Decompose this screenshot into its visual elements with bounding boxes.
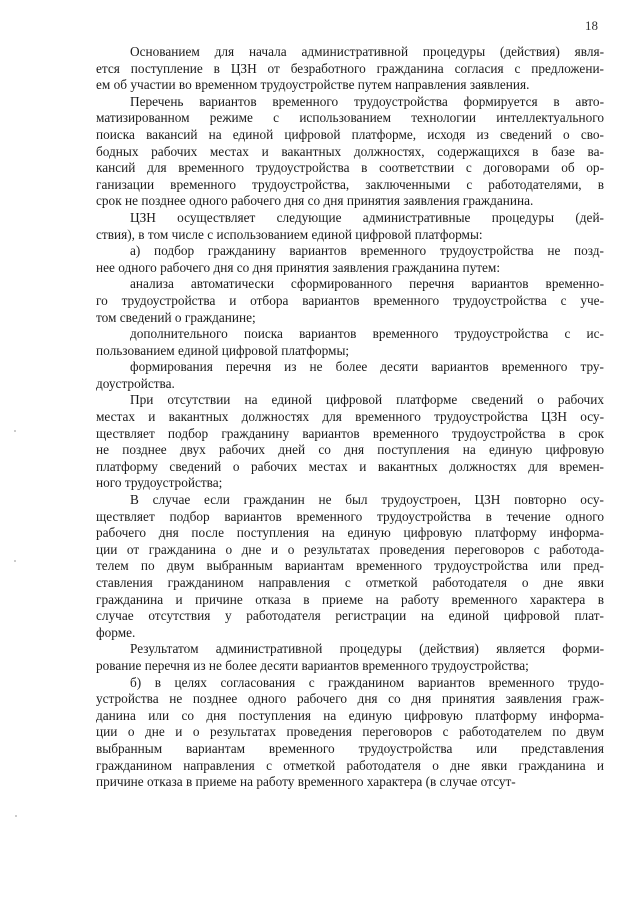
text-line: ществляет подбор вариантов временного трудоустройства в течение одного	[96, 508, 604, 524]
text-line: матизированном режиме с использованием технологии интеллектуального	[96, 110, 604, 126]
text-line: ется поступление в ЦЗН от безработного гражданина согласия с предложени-	[96, 60, 604, 76]
page-number: 18	[585, 18, 598, 33]
text-line: ции от гражданина о дне и о результатах проведения переговоров с работода-	[96, 541, 604, 557]
text-line: рабочего дня после поступления на единую цифровую платформу информа-	[96, 525, 604, 541]
text-line: а) подбор гражданину вариантов временного трудоустройства не позд-	[130, 243, 604, 259]
paragraph	[96, 243, 604, 276]
text-line: доустройства.	[96, 375, 175, 391]
text-line: поиска вакансий на единой цифровой платформе, исходя из сведений о сво-	[96, 126, 604, 142]
text-line: местах и вакантных должностях для временного трудоустройства ЦЗН осу-	[96, 409, 604, 425]
text-line: бодных рабочих местах и вакантных должностях, содержащихся в базе ва-	[96, 143, 604, 159]
text-line: телем по двум выбранным вариантам временного трудоустройства или пред-	[96, 558, 604, 574]
text-line: том сведений о гражданине;	[96, 309, 256, 325]
text-line: б) в целях согласования с гражданином вариантов временного трудо-	[130, 674, 604, 690]
document-body	[96, 44, 604, 791]
paragraph	[96, 210, 604, 243]
text-line: ЦЗН осуществляет следующие административные процедуры (дей-	[130, 209, 604, 225]
text-line: ществляет подбор гражданину вариантов временного трудоустройства в срок	[96, 425, 604, 441]
scan-speck	[14, 430, 16, 432]
text-line: не позднее двух рабочих дней со дня поступления на единую цифровую	[96, 442, 604, 458]
paragraph	[96, 492, 604, 641]
text-line: данина или со дня поступления на единую цифровую платформу информа-	[96, 707, 604, 723]
scan-speck	[14, 560, 16, 562]
text-line: ции о дне и о результатах проведения переговоров с работодателем по двум	[96, 724, 604, 740]
scan-speck	[15, 815, 17, 817]
text-line: срок не позднее одного рабочего дня со дня принятия заявления гражданина.	[96, 193, 534, 209]
text-line: форме.	[96, 624, 136, 640]
text-line: ставления гражданином направления с отметкой работодателя о дне явки	[96, 575, 604, 590]
text-line: причине отказа в приеме на работу временного характера (в случае отсут-	[96, 774, 516, 790]
text-line: ганизации временного трудоустройства, заключенными с работодателями, в	[96, 176, 604, 192]
paragraph	[96, 276, 604, 326]
paragraph	[96, 392, 604, 492]
text-line: гражданина и причине отказа в приеме на работу временного характера в	[96, 591, 604, 607]
paragraph	[96, 359, 604, 392]
text-line: В случае если гражданин не был трудоустроен, ЦЗН повторно осу-	[130, 492, 604, 508]
paragraph	[96, 94, 604, 210]
text-line: платформу сведений о рабочих местах и вакантных должностях для времен-	[96, 458, 604, 474]
text-line: случае отсутствия у работодателя регистрации на единой цифровой плат-	[96, 608, 604, 624]
text-line: го трудоустройства и отбора вариантов временного трудоустройства с уче-	[96, 292, 604, 308]
paragraph	[96, 44, 604, 94]
text-line: Основанием для начала административной процедуры (действия) явля-	[130, 44, 604, 59]
text-line: Перечень вариантов временного трудоустройства формируется в авто-	[130, 93, 604, 109]
text-line: формирования перечня из не более десяти вариантов временного тру-	[130, 359, 604, 375]
text-line: ем об участии во временном трудоустройстве путем направления заявления.	[96, 77, 530, 93]
text-line: рование перечня из не более десяти вариантов временного трудоустройства;	[96, 657, 529, 673]
text-line: При отсутствии на единой цифровой платформе сведений о рабочих	[130, 392, 604, 408]
text-line: анализа автоматически сформированного перечня вариантов временно-	[130, 276, 604, 292]
text-line: пользованием единой цифровой платформы;	[96, 342, 350, 358]
text-line: дополнительного поиска вариантов временного трудоустройства с ис-	[130, 326, 604, 342]
text-line: нее одного рабочего дня со дня принятия заявления гражданина путем:	[96, 259, 501, 275]
text-line: устройства не позднее одного рабочего дня со дня принятия заявления граж-	[96, 691, 604, 707]
text-line: кансий для временного трудоустройства в соответствии с договорами об ор-	[96, 160, 604, 176]
text-line: ного трудоустройства;	[96, 475, 223, 491]
text-line: выбранным вариантам временного трудоустройства или представления	[96, 740, 604, 756]
text-line: ствия), в том числе с использованием единой цифровой платформы:	[96, 226, 483, 242]
paragraph	[96, 326, 604, 359]
text-line: Результатом административной процедуры (действия) является форми-	[130, 641, 604, 657]
paragraph	[96, 675, 604, 791]
text-line: гражданином направления с отметкой работодателя о дне явки гражданина и	[96, 757, 604, 773]
paragraph	[96, 641, 604, 674]
